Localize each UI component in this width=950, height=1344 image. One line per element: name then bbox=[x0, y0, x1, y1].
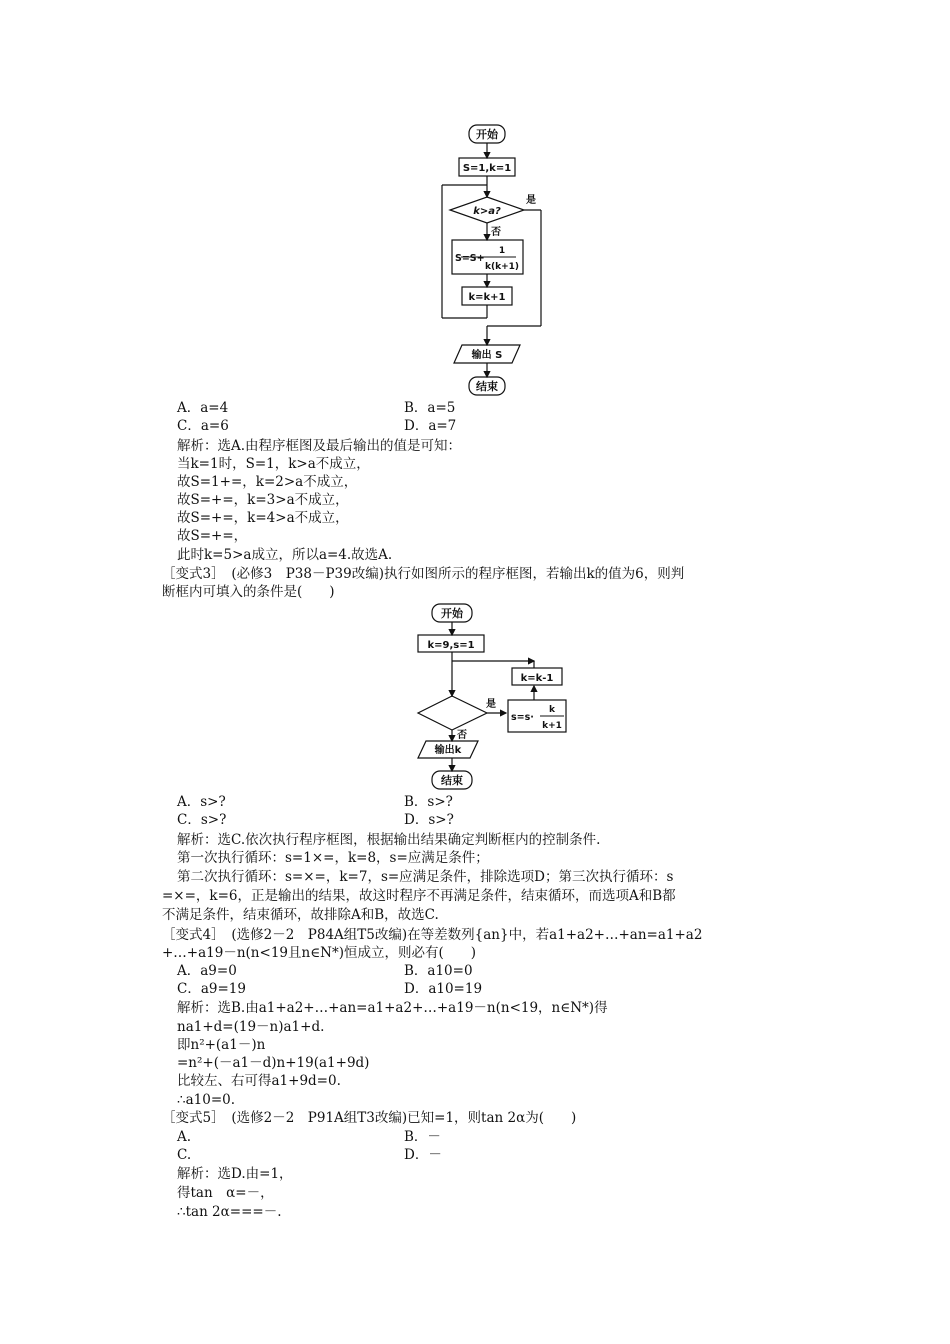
q2-option-c: C．a=6 bbox=[177, 418, 229, 434]
q5-title: ［变式5］ (选修2－2 P91A组T3改编)已知=1，则tan 2α为( ) bbox=[162, 1110, 577, 1126]
q3-option-d: D．s>? bbox=[404, 812, 454, 828]
update-s-prefix-2: s=s· bbox=[511, 712, 534, 723]
decision-label: k>a? bbox=[473, 206, 501, 217]
q5-solution-line: 得tan α=－， bbox=[177, 1185, 274, 1201]
q5-solution-line: 解析：选D.由=1， bbox=[177, 1166, 293, 1182]
yes-label-2: 是 bbox=[486, 699, 496, 710]
yes-label: 是 bbox=[526, 195, 536, 206]
q4-option-b: B．a10=0 bbox=[404, 963, 473, 979]
q4-solution-line: ∴a10=0. bbox=[177, 1092, 236, 1108]
q4-solution-line: =n²+(－a1－d)n+19(a1+9d) bbox=[177, 1055, 370, 1071]
q4-solution-line: 解析：选B.由a1+a2+…+an=a1+a2+…+a19－n(n<19，n∈N*)得 bbox=[177, 1000, 608, 1016]
q2-solution-line: 解析：选A.由程序框图及最后输出的值是可知： bbox=[177, 438, 462, 454]
q4-solution-line: na1+d=(19－n)a1+d. bbox=[177, 1019, 325, 1035]
no-label-2: 否 bbox=[457, 730, 467, 741]
update-k-label: k=k+1 bbox=[468, 292, 506, 303]
update-s-prefix: S=S+ bbox=[455, 253, 485, 264]
init-label: S=1,k=1 bbox=[462, 163, 512, 174]
update-s-den: k(k+1) bbox=[484, 262, 520, 272]
q2-solution-line: 当k=1时，S=1，k>a不成立， bbox=[177, 456, 370, 472]
update-k-label-2: k=k-1 bbox=[520, 673, 554, 684]
output-label-2: 输出k bbox=[434, 745, 462, 756]
q2-option-b: B．a=5 bbox=[404, 400, 456, 416]
q2-option-a: A．a=4 bbox=[177, 400, 229, 416]
q2-solution-line: 故S=+=，k=3>a不成立， bbox=[177, 492, 349, 508]
q3-solution-line: 第二次执行循环：s=×=，k=7，s=应满足条件，排除选项D；第三次执行循环：s bbox=[177, 869, 674, 885]
q2-solution-line: 故S=1+=，k=2>a不成立， bbox=[177, 474, 358, 490]
q4-solution-line: 比较左、右可得a1+9d=0. bbox=[177, 1073, 341, 1089]
q3-option-c: C．s>? bbox=[177, 812, 227, 828]
q3-option-a: A．s>? bbox=[177, 794, 226, 810]
q5-option-a: A. bbox=[177, 1129, 192, 1145]
end-label: 结束 bbox=[476, 380, 498, 393]
q4-option-c: C．a9=19 bbox=[177, 981, 246, 997]
q3-title-cont: 断框内可填入的条件是( ) bbox=[162, 584, 335, 600]
q4-title-cont: +…+a19－n(n<19且n∈N*)恒成立，则必有( ) bbox=[162, 945, 477, 961]
q5-option-b: B．－ bbox=[404, 1129, 441, 1145]
q2-solution-line: 故S=+=， bbox=[177, 528, 248, 544]
update-s-den-2: k+1 bbox=[542, 721, 562, 731]
no-label: 否 bbox=[491, 227, 501, 238]
flowchart-2 bbox=[405, 600, 580, 795]
q3-solution-line: 不满足条件，结束循环，故排除A和B，故选C. bbox=[162, 907, 439, 923]
start-label-2: 开始 bbox=[441, 607, 463, 620]
init-label-2: k=9,s=1 bbox=[427, 640, 475, 651]
q4-option-a: A．a9=0 bbox=[177, 963, 237, 979]
q3-title: ［变式3］ (必修3 P38－P39改编)执行如图所示的程序框图，若输出k的值为6，则判 bbox=[162, 566, 685, 582]
update-s-num-2: k bbox=[549, 705, 555, 715]
q5-option-d: D．－ bbox=[404, 1147, 442, 1163]
q2-option-d: D．a=7 bbox=[404, 418, 457, 434]
q3-solution-line: 解析：选C.依次执行程序框图，根据输出结果确定判断框内的控制条件. bbox=[177, 832, 601, 848]
output-label: 输出 S bbox=[471, 350, 503, 361]
end-label-2: 结束 bbox=[441, 774, 463, 787]
q4-option-d: D．a10=19 bbox=[404, 981, 483, 997]
q3-option-b: B．s>? bbox=[404, 794, 453, 810]
flowchart-1 bbox=[420, 118, 560, 400]
q5-solution-line: ∴tan 2α===－. bbox=[177, 1204, 282, 1220]
update-s-num: 1 bbox=[498, 246, 506, 256]
q4-title: ［变式4］ (选修2－2 P84A组T5改编)在等差数列{an}中，若a1+a2+…+an=a1+a2 bbox=[162, 927, 703, 943]
q3-solution-line: =×=，k=6，正是输出的结果，故这时程序不再满足条件，结束循环，而选项A和B都 bbox=[162, 888, 676, 904]
q2-solution-line: 此时k=5>a成立，所以a=4.故选A. bbox=[177, 547, 393, 563]
q3-solution-line: 第一次执行循环：s=1×=，k=8，s=应满足条件； bbox=[177, 850, 489, 866]
q2-solution-line: 故S=+=，k=4>a不成立， bbox=[177, 510, 349, 526]
q4-solution-line: 即n²+(a1－)n bbox=[177, 1037, 266, 1053]
decision-diamond-2 bbox=[418, 696, 487, 730]
start-label: 开始 bbox=[476, 128, 498, 141]
q5-option-c: C. bbox=[177, 1147, 192, 1163]
